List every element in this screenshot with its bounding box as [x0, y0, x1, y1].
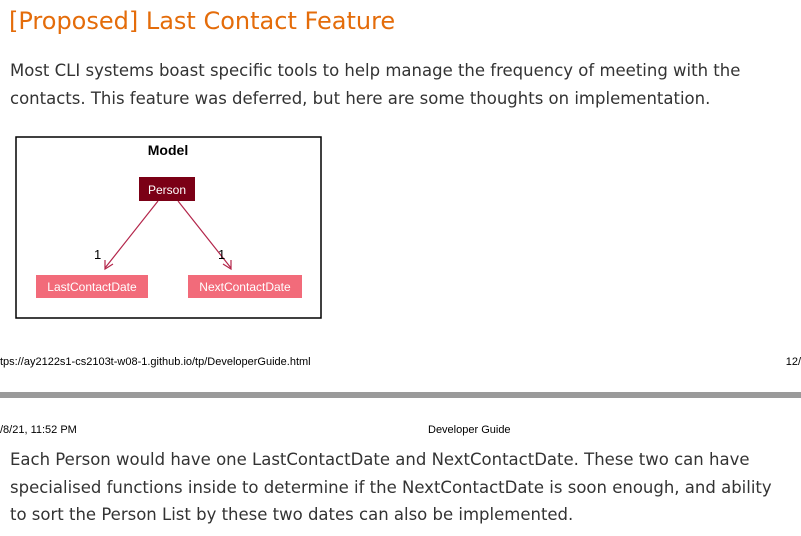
print-header-title: Developer Guide	[428, 424, 511, 436]
class-last-contact-date-label: LastContactDate	[47, 280, 137, 294]
intro-paragraph: Most CLI systems boast specific tools to help manage the frequency of meeting with the contacts. This feature was deferred, but here are some thoughts on implementation.	[10, 61, 741, 108]
section-heading: [Proposed] Last Contact Feature	[9, 7, 396, 35]
print-footer-page-number: 12/	[785, 356, 801, 368]
multiplicity-left: 1	[94, 247, 102, 262]
class-person-label: Person	[147, 183, 187, 197]
class-diagram	[14, 135, 324, 321]
page-break-divider	[0, 392, 801, 398]
print-header-date: /8/21, 11:52 PM	[0, 424, 77, 436]
print-footer-url: tps://ay2122s1-cs2103t-w08-1.github.io/tp/DeveloperGuide.html	[0, 356, 311, 368]
body-paragraph: Each Person would have one LastContactDate and NextContactDate. These two can have specialised functions inside to determine if the NextContactDate is soon enough, and ability to sort the Person List by these two dates can also be implemented.	[10, 450, 772, 524]
package-label: Model	[147, 142, 189, 158]
multiplicity-right: 1	[218, 247, 226, 262]
class-next-contact-date-label: NextContactDate	[199, 280, 291, 294]
